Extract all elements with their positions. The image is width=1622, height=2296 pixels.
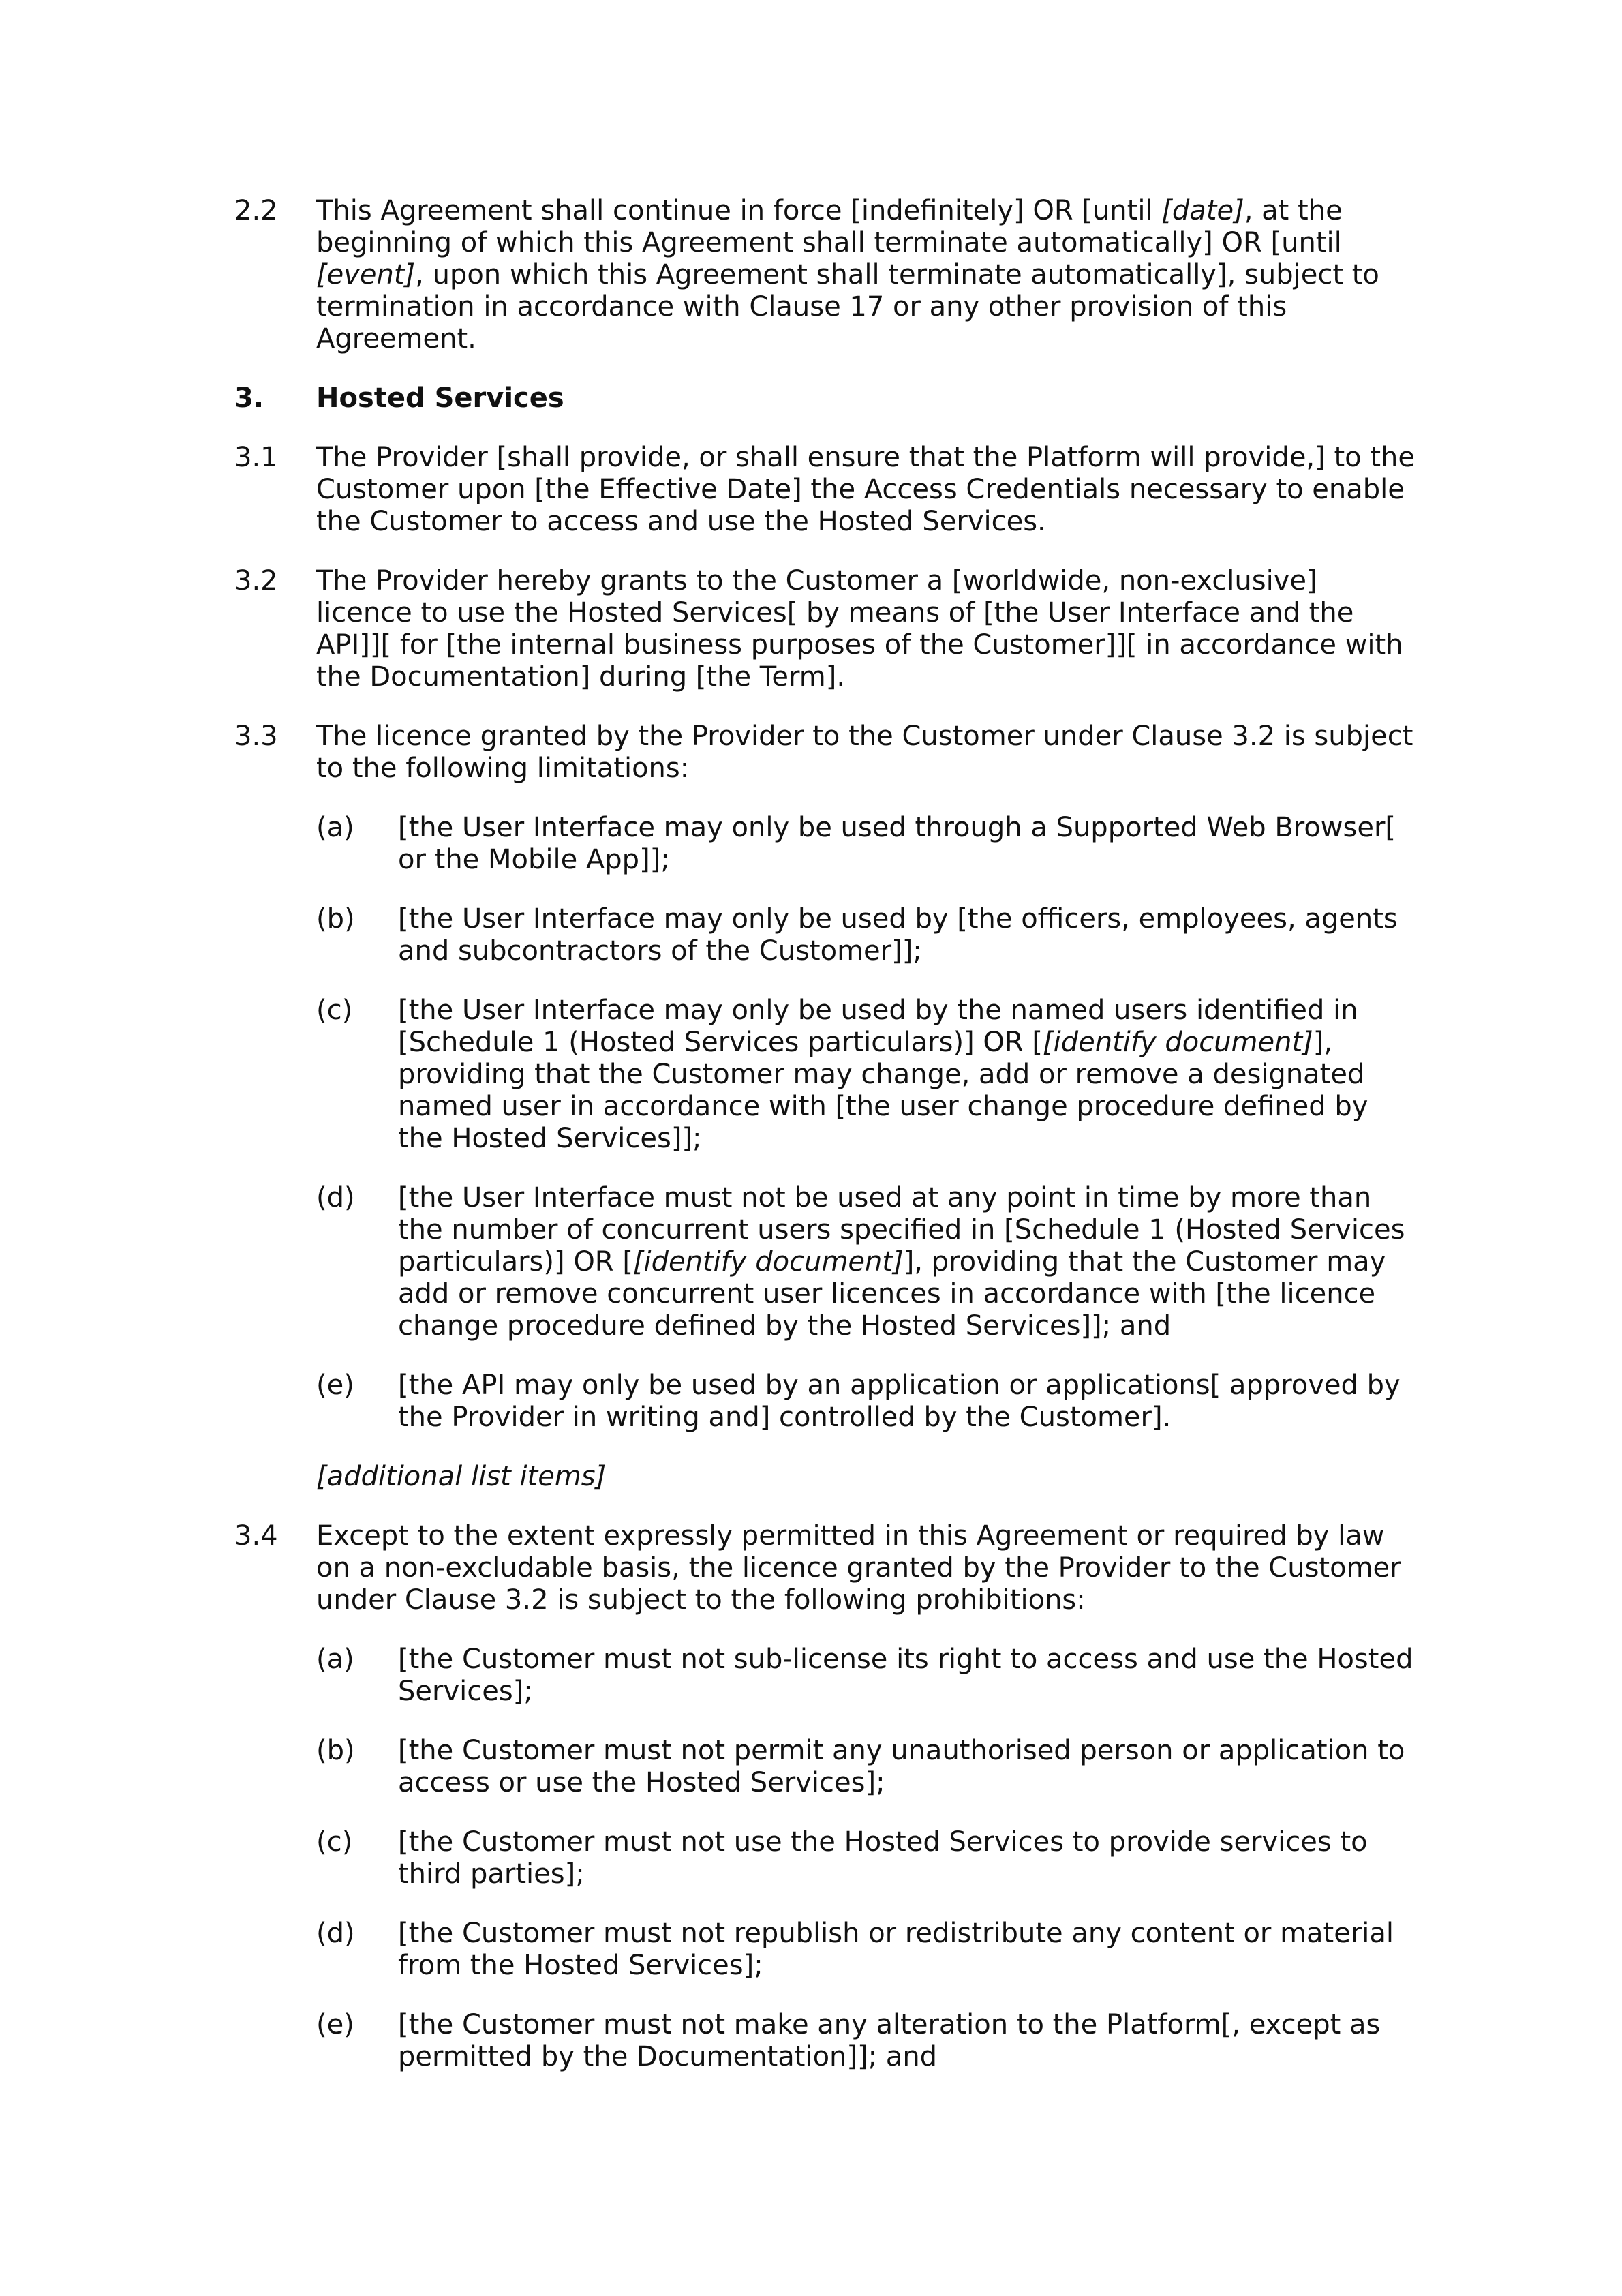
list-item-number: (b) (316, 1735, 355, 1766)
clause-text: , at the beginning of which this Agreement shall terminate automatically] OR [until (316, 195, 1343, 258)
clause-number: 3.2 (234, 565, 278, 596)
list-item-text: [the User Interface may only be used by the named users identified in [Schedule 1 (Hosted Services particulars)] OR [ (398, 995, 1358, 1058)
list-item-text: [the API may only be used by an application or applications[ approved by the Provider in writing and] controlled by the Customer]. (398, 1370, 1401, 1433)
clause-3-1 (234, 442, 1418, 538)
placeholder-identify-document: [identify document] (1043, 1027, 1313, 1058)
list-item-3-3-e (234, 1370, 1418, 1434)
list-item-3-3-c (234, 995, 1418, 1155)
clause-number: 3.4 (234, 1520, 278, 1552)
list-item-number: (d) (316, 1918, 355, 1949)
list-item-3-4-d (234, 1918, 1418, 1982)
list-item-number: (e) (316, 1370, 354, 1401)
list-item-text: [the Customer must not permit any unauthorised person or application to access or use the Hosted Services]; (398, 1735, 1405, 1798)
placeholder-additional-items: [additional list items] (316, 1461, 607, 1492)
list-item-3-4-c (234, 1826, 1418, 1890)
clause-text: The Provider hereby grants to the Customer a [worldwide, non-exclusive] licence to use the Hosted Services[ by means of [the User Interface and the API]][ for [the internal business purposes of the Customer]][ in accordance with the Documentation] during [the Term]. (316, 565, 1403, 693)
list-item-3-4-b (234, 1735, 1418, 1799)
list-item-3-3-b (234, 903, 1418, 967)
list-item-number: (d) (316, 1182, 355, 1213)
clause-2-2 (234, 195, 1418, 355)
section-heading-hosted-services (234, 382, 1418, 414)
list-item-number: (c) (316, 1826, 353, 1858)
placeholder-event: [event] (316, 259, 416, 290)
section-number: 3. (234, 382, 264, 414)
list-item-text: [the Customer must not use the Hosted Services to provide services to third parties]; (398, 1826, 1368, 1890)
clause-3-2 (234, 565, 1418, 693)
clause-text: , upon which this Agreement shall terminate automatically], subject to termination in accordance with Clause 17 or any other provision of this Agreement. (316, 259, 1379, 354)
list-item-3-4-a (234, 1644, 1418, 1708)
clause-text: The licence granted by the Provider to the Customer under Clause 3.2 is subject to the following limitations: (316, 721, 1413, 784)
placeholder-identify-document: [identify document] (632, 1246, 904, 1278)
list-item-text: [the User Interface must not be used at any point in time by more than the number of concurrent users specified in [Schedule 1 (Hosted Services particulars)] OR [ (398, 1182, 1405, 1278)
section-title: Hosted Services (316, 382, 564, 414)
placeholder-date: [date] (1161, 195, 1244, 226)
clause-number: 2.2 (234, 195, 278, 226)
list-item-3-3-a (234, 812, 1418, 876)
list-item-text: [the User Interface may only be used through a Supported Web Browser[ or the Mobile App]]; (398, 812, 1396, 875)
list-item-number: (b) (316, 903, 355, 935)
clause-number: 3.1 (234, 442, 278, 473)
list-item-number: (e) (316, 2009, 354, 2040)
list-item-3-3-d (234, 1182, 1418, 1342)
list-item-number: (a) (316, 1644, 354, 1675)
list-item-number: (c) (316, 995, 353, 1026)
clause-text: The Provider [shall provide, or shall ensure that the Platform will provide,] to the Customer upon [the Effective Date] the Access Credentials necessary to enable the Customer to access and use the Hosted Services. (316, 442, 1415, 537)
list-item-text: [the Customer must not make any alteration to the Platform[, except as permitted by the Documentation]]; and (398, 2009, 1381, 2072)
list-item-3-4-e (234, 2009, 1418, 2073)
list-item-number: (a) (316, 812, 354, 843)
clause-3-4 (234, 1520, 1418, 1616)
clause-3-3 (234, 721, 1418, 785)
clause-text: This Agreement shall continue in force [indefinitely] OR [until (316, 195, 1162, 226)
clause-text: Except to the extent expressly permitted in this Agreement or required by law on a non-excludable basis, the licence granted by the Provider to the Customer under Clause 3.2 is subject to the following prohibitions: (316, 1520, 1401, 1616)
list-item-text: [the User Interface may only be used by [the officers, employees, agents and subcontractors of the Customer]]; (398, 903, 1398, 967)
list-item-text: ], providing that the Customer may add or remove concurrent user licences in accordance with [the licence change procedure defined by the Hosted Services]]; and (398, 1246, 1386, 1342)
list-item-text: ], providing that the Customer may change, add or remove a designated named user in accordance with [the user change procedure defined by the Hosted Services]]; (398, 1027, 1368, 1154)
clause-number: 3.3 (234, 721, 278, 752)
list-item-text: [the Customer must not republish or redistribute any content or material from the Hosted Services]; (398, 1918, 1394, 1981)
list-item-text: [the Customer must not sub-license its right to access and use the Hosted Services]; (398, 1644, 1413, 1707)
additional-list-items-note (234, 1461, 1418, 1493)
